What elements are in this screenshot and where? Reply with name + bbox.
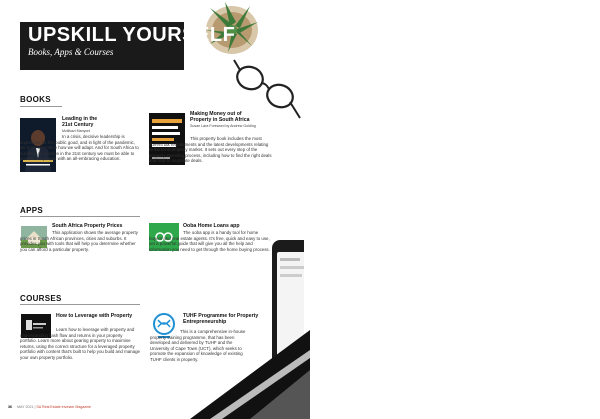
app-description: The ooba app is a handy tool for home buyers and real estate agents. It's free, quick and easy to use, yet a powerful guide that will give you all the help and information you need to get through the home buying process. <box>149 230 270 252</box>
book-author: Mzilikazi Manyoni <box>62 129 91 133</box>
book-author: Susan Lara Foreword by Andrew Golding <box>190 124 256 128</box>
course-description: Learn how to leverage with property and understanding cash flow and returns in your property portfolio. Learn more about gearing property to maximise returns, using the correct structure for a leveraged property portfolio with content that's built to help you build and manage your own property portfolio. <box>20 327 140 360</box>
app-title: South Africa Property Prices <box>52 223 123 229</box>
course-title: How to Leverage with Property <box>56 313 133 319</box>
book-description: This property book includes the most current tax requirements and the latest developments relating to the local property market. It sets out every step of the property-investing process, including how to find the right deals and how to negotiate deals. <box>149 136 272 164</box>
course-title: TUHF Programme for Property Entrepreneurship <box>183 313 259 325</box>
app-description: This application shows the average property prices in South African provinces, cities and suburbs. It provides you with tools that will help you determine whether you can afford a particular property. <box>20 230 138 252</box>
page-subtitle: Books, Apps & Courses <box>28 47 114 57</box>
section-heading-books: BOOKS <box>20 95 51 104</box>
course-description: This is a comprehensive in-house property training programme, that has been developed and delivered by TUHF and the University of Cape Town (UCT), which seeks to promote the expansion of knowledge of existing TUHF clients in property. <box>150 329 246 362</box>
book-description: In a crisis, decisive leadership is imperative for the public good, and in light of the pandemic, we must determine how we will adapt. And for South Africa to succeed as a nation in the 21st century we must be able to provide our people with an all-embracing education. <box>20 134 139 162</box>
section-divider <box>20 106 62 107</box>
footer-magazine: SA Real Estate Investor Magazine <box>36 405 91 409</box>
section-divider <box>20 304 140 305</box>
book-title: Making Money out of Property in South Africa <box>190 111 250 123</box>
section-heading-apps: APPS <box>20 206 43 215</box>
page-footer <box>8 405 91 409</box>
app-title: Ooba Home Loans app <box>183 223 240 229</box>
book-title: Leading in the 21st Century <box>62 116 98 128</box>
section-heading-courses: COURSES <box>20 294 62 303</box>
page-number: 36 <box>8 405 12 409</box>
footer-date: MAY 2021 | <box>17 405 36 409</box>
section-divider <box>20 216 140 217</box>
page-title: UPSKILL YOURSELF <box>28 24 236 46</box>
